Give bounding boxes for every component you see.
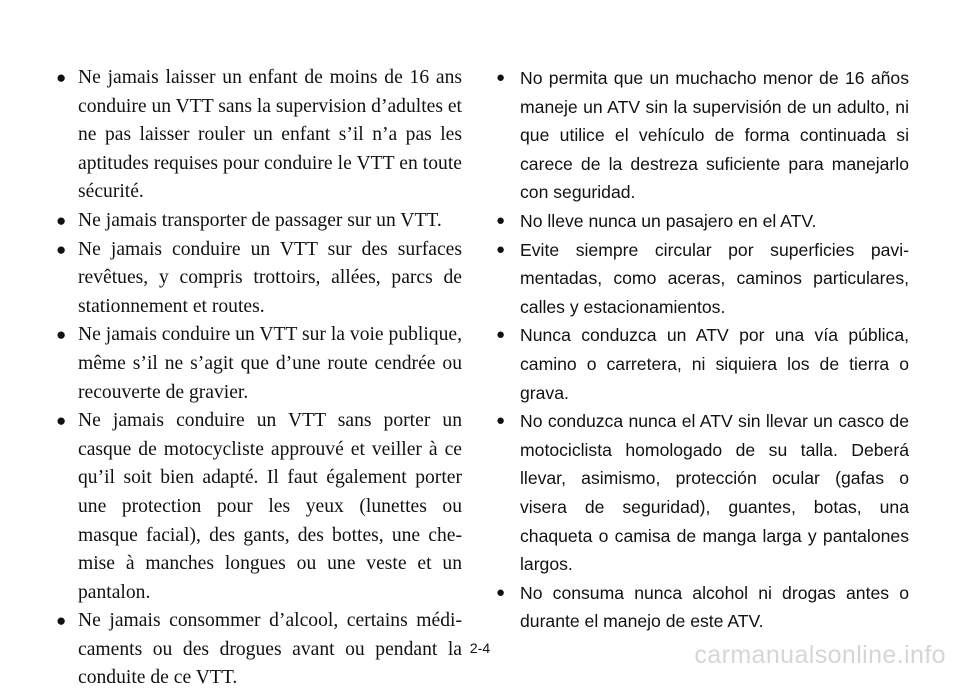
bullet-icon: ● xyxy=(496,69,506,86)
french-item-text: Ne jamais consommer d’alcool, certains médicaments ou des drogues avant ou pendant la conduite de ce VTT. xyxy=(78,610,462,689)
spanish-item-text: Evite siempre circular por superficies pavimentadas, como aceras, caminos particulares, calles y estacionamientos. xyxy=(520,239,909,317)
spanish-item-text: No conduzca nunca el ATV sin llevar un casco de motociclista homologado de su talla. Deberá llevar, asimismo, protección ocular (gafas o visera de seguridad), guantes, botas, una chaqueta o camisa de manga larga y pantalones largos. xyxy=(520,411,909,575)
spanish-item-text: No lleve nunca un pasajero en el ATV. xyxy=(520,210,817,231)
spanish-bullet-item xyxy=(496,321,909,407)
bullet-icon: ● xyxy=(56,411,67,431)
spanish-bullet-item xyxy=(496,579,909,636)
spanish-bullet-item xyxy=(496,64,909,207)
bullet-icon: ● xyxy=(496,326,506,344)
page-number: 2-4 xyxy=(469,640,491,656)
bullet-icon: ● xyxy=(496,240,506,258)
french-item-text: Ne jamais conduire un VTT sur la voie publique, même s’il ne s’agit que d’une route cendrée ou recouverte de gravier. xyxy=(78,324,462,403)
french-item-text: Ne jamais transporter de passager sur un VTT. xyxy=(78,209,442,231)
french-item-text: Ne jamais conduire un VTT sur des surfaces revêtues, y compris trottoirs, allées, parcs de stationnement et routes. xyxy=(78,238,462,317)
spanish-column xyxy=(496,64,909,636)
bullet-icon: ● xyxy=(496,412,506,430)
bullet-icon: ● xyxy=(56,68,67,87)
watermark: carmanualsonline.info xyxy=(694,641,946,669)
bullet-icon: ● xyxy=(496,211,506,229)
bullet-icon: ● xyxy=(56,325,67,345)
spanish-bullet-item xyxy=(496,236,909,322)
french-bullet-item xyxy=(56,207,462,236)
spanish-bullet-item xyxy=(496,407,909,579)
bullet-icon: ● xyxy=(56,611,67,631)
french-item-text: Ne jamais conduire un VTT sans porter un casque de motocycliste approuvé et veiller à ce qu’il soit bien adapté. Il faut également porter une protection pour les yeux (lunettes ou masque facial), des gants, des bottes, une chemise à manches longues ou une veste et un pantalon. xyxy=(78,410,462,603)
spanish-item-text: Nunca conduzca un ATV por una vía pública, camino o carretera, ni siquiera los de tierra o grava. xyxy=(520,325,909,403)
french-item-text: Ne jamais laisser un enfant de moins de 16 ans conduire un VTT sans la supervision d’adultes et ne pas laisser rouler un enfant s’il n’a pas les aptitudes requises pour conduire le VTT en toute sécurité. xyxy=(78,67,463,203)
french-bullet-item xyxy=(56,236,462,322)
french-bullet-item xyxy=(56,64,462,207)
french-bullet-item xyxy=(56,407,462,607)
french-column xyxy=(56,64,462,693)
spanish-bullet-item xyxy=(496,207,909,236)
bullet-icon: ● xyxy=(56,239,67,259)
spanish-item-text: No consuma nunca alcohol ni drogas antes o durante el manejo de este ATV. xyxy=(520,582,909,632)
spanish-item-text: No permita que un muchacho menor de 16 años maneje un ATV sin la supervisión de un adulto, ni que utilice el vehículo de forma continuada si carece de la destreza suficiente para manejarlo con seguridad. xyxy=(520,68,909,203)
bullet-icon: ● xyxy=(496,583,506,601)
bullet-icon: ● xyxy=(56,210,67,230)
french-bullet-item xyxy=(56,321,462,407)
